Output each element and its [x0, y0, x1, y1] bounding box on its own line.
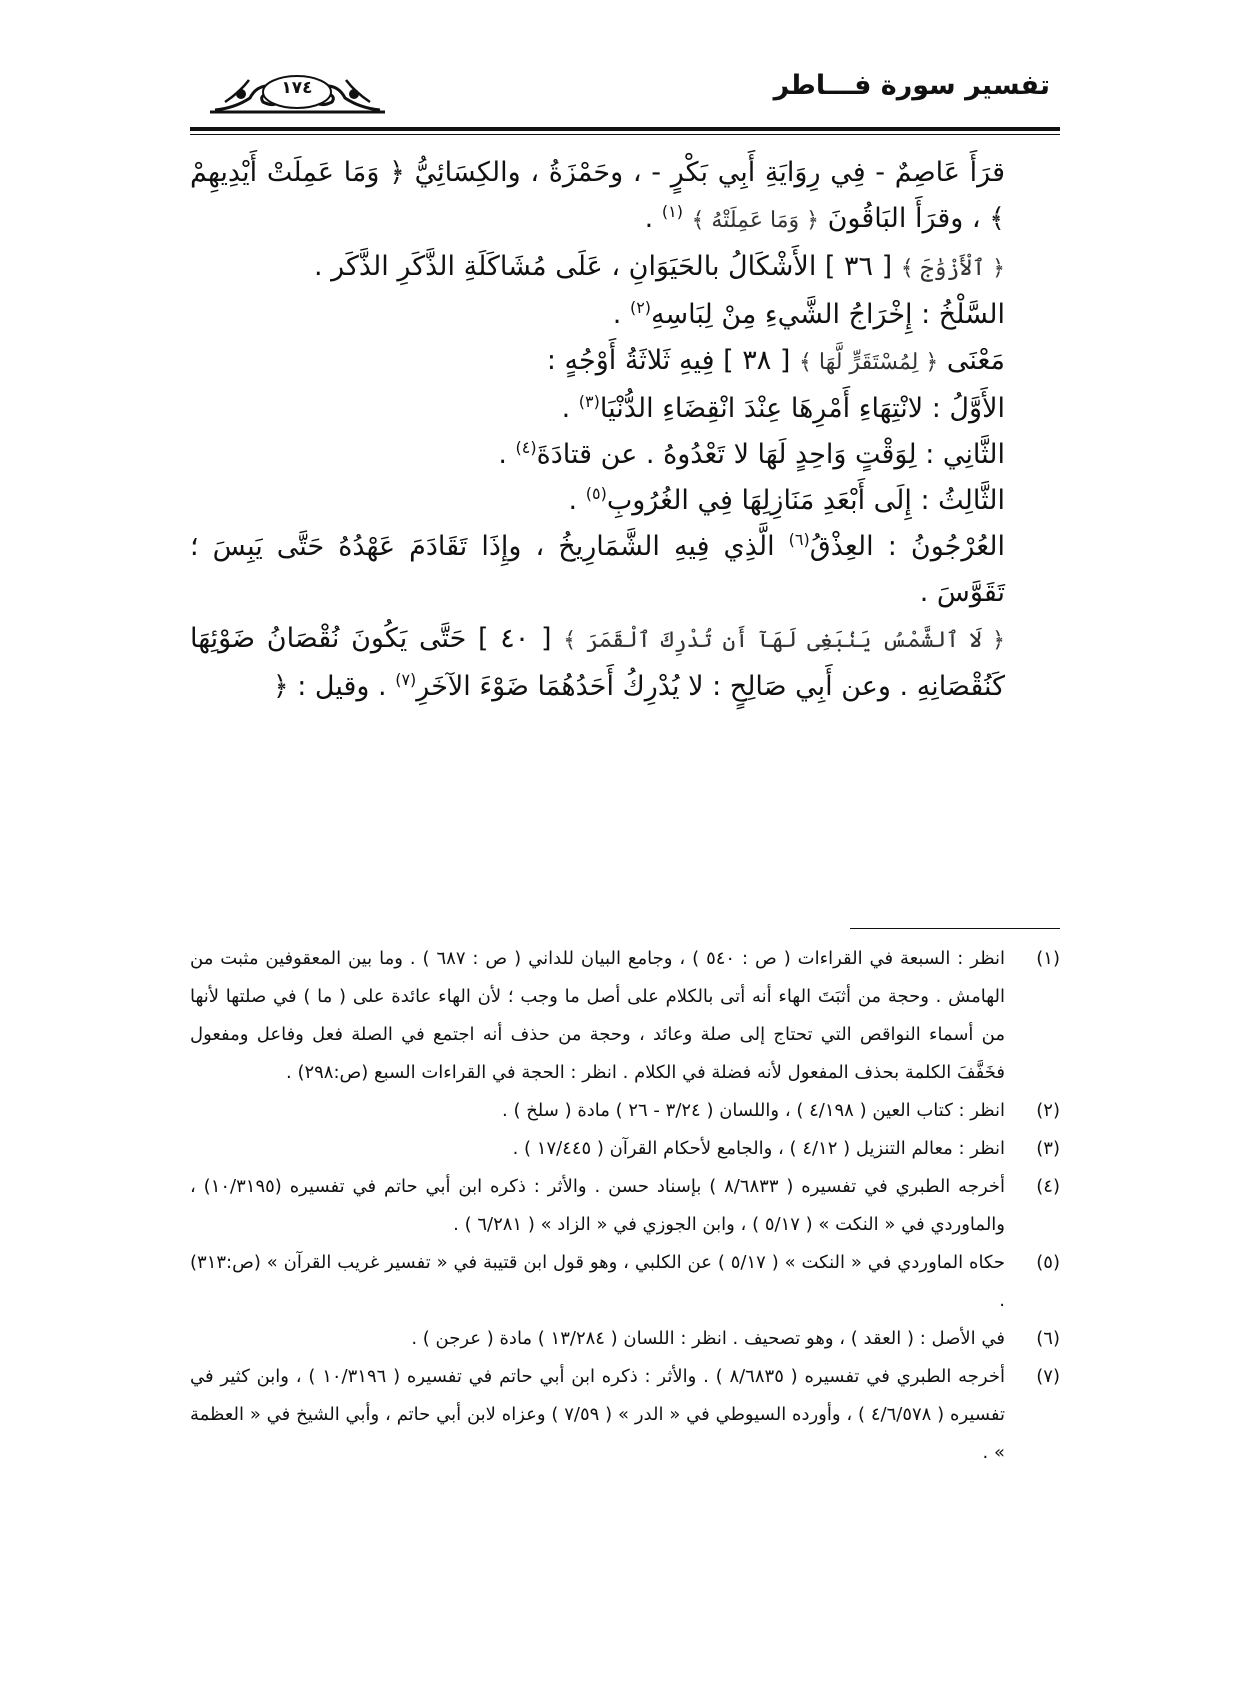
footnote-number: (٧): [1036, 1366, 1060, 1387]
running-title: تفسير سورة فـــاطر: [773, 70, 1050, 101]
footnote-ref: (٥): [585, 484, 607, 503]
footnote-number: (٥): [1036, 1252, 1060, 1273]
footnote-ref: (٦): [788, 530, 810, 549]
footnote: (١) انظر : السبعة في القراءات ( ص : ٥٤٠ ) ، وجامع البيان للداني ( ص : ٦٨٧ ) . وما بين المعقوفين مثبت من الهامش . وحجة من أثبَتَ الهاء أنه أتى بالكلام على أصل ما وجب ؛ لأن الهاء عائدة على ( ما ) في صلتها لأنها من أسماء النواقص التي تحتاج إلى صلة وعائد ، وحجة من حذف أنه اجتمع في الصلة فعل وفاعل ومفعول فخَفَّفَ الكلمة بحذف المفعول لأنه فضلة في الكلام . انظر : الحجة في القراءات السبع (ص:٢٩٨) .: [190, 940, 1060, 1092]
footnote: (٢) انظر : كتاب العين ( ٤/١٩٨ ) ، واللسان ( ٣/٢٤ - ٢٦ ) مادة ( سلخ ) .: [190, 1092, 1060, 1130]
quran-quote: ﴿ وَمَا عَمِلَتْهُ ﴾: [691, 208, 819, 233]
footnote-number: (١): [1036, 948, 1060, 969]
quran-quote: ﴿ لَا ٱلشَّمْسُ يَنۢبَغِى لَهَآ أَن تُدْرِكَ ٱلْقَمَرَ ﴾: [563, 628, 1005, 653]
paragraph-9: ﴿ لَا ٱلشَّمْسُ يَنۢبَغِى لَهَآ أَن تُدْرِكَ ٱلْقَمَرَ ﴾ [ ٤٠ ] حَتَّى يَكُونَ نُقْصَانُ ضَوْئِهَا كَنُقْصَانِهِ . وعن أَبِي صَالِحٍ : لا يُدْرِكُ أَحَدُهُمَا ضَوْءَ الآخَرِ$^{(٧)}$ . وقيل : ﴿: [190, 623, 1005, 702]
footnote: (٣) انظر : معالم التنزيل ( ٤/١٢ ) ، والجامع لأحكام القرآن ( ١٧/٤٤٥ ) .: [190, 1130, 1060, 1168]
footnote: (٤) أخرجه الطبري في تفسيره ( ٨/٦٨٣٣ ) بإسناد حسن . والأثر : ذكره ابن أبي حاتم في تفسيره (١٠/٣١٩٥) ، والماوردي في « النكت » ( ٥/١٧ ) ، وابن الجوزي في « الزاد » ( ٦/٢٨١ ) .: [190, 1168, 1060, 1244]
paragraph-5: الأَوَّلُ : لانْتِهَاءِ أَمْرِهَا عِنْدَ انْقِضَاءِ الدُّنْيَا$^{(٣)}$ .: [561, 392, 1005, 424]
footnote-ref: (٧): [395, 670, 417, 689]
footnote-separator: [850, 928, 1060, 929]
page-number: ١٧٤: [281, 78, 313, 98]
footnote-number: (٢): [1036, 1100, 1060, 1121]
header-rule-thin: [190, 134, 1060, 135]
footnote-ref: (١): [661, 202, 683, 221]
footnote-number: (٦): [1036, 1328, 1060, 1349]
main-text: [190, 150, 1060, 710]
quran-quote: ﴿ ٱلْأَزْوَٰجَ ﴾: [900, 256, 1005, 281]
footnotes: [190, 940, 1060, 1472]
footnote-ref: (٤): [515, 438, 537, 457]
paragraph-1: قرَأَ عَاصِمٌ - فِي رِوَايَةِ أَبِي بَكْرٍ - ، وحَمْزَةُ ، والكِسَائِيُّ ﴿ وَمَا عَمِلَتْ أَيْدِيهِمْ ﴾ ، وقرَأَ البَاقُونَ ﴿ وَمَا عَمِلَتْهُ ﴾ $^{(١)}$ .: [190, 157, 1005, 234]
footnote: (٦) في الأصل : ( العقد ) ، وهو تصحيف . انظر : اللسان ( ١٣/٢٨٤ ) مادة ( عرجن ) .: [190, 1320, 1060, 1358]
footnote-number: (٣): [1036, 1138, 1060, 1159]
paragraph-3: السَّلْخُ : إِخْرَاجُ الشَّيءِ مِنْ لِبَاسِهِ$^{(٢)}$ .: [612, 298, 1005, 330]
paragraph-2: ﴿ ٱلْأَزْوَٰجَ ﴾ [ ٣٦ ] الأَشْكَالُ بالحَيَوَانِ ، عَلَى مُشَاكَلَةِ الذَّكَرِ الذَّكَر .: [313, 251, 1005, 282]
paragraph-6: الثَّانِي : لِوَقْتٍ وَاحِدٍ لَهَا لا تَعْدُوهُ . عن قتادَةَ$^{(٤)}$ .: [498, 438, 1005, 470]
footnote: (٥) حكاه الماوردي في « النكت » ( ٥/١٧ ) عن الكلبي ، وهو قول ابن قتيبة في « تفسير غريب القرآن » (ص:٣١٣) .: [190, 1244, 1060, 1320]
paragraph-7: الثَّالِثُ : إِلَى أَبْعَدِ مَنَازِلِهَا فِي الغُرُوبِ$^{(٥)}$ .: [568, 484, 1005, 516]
paragraph-8: العُرْجُونُ : العِذْقُ$^{(٦)}$ الَّذِي فِيهِ الشَّمَارِيخُ ، وإِذَا تَقَادَمَ عَهْدُهُ حَتَّى يَبِسَ ؛ تَقَوَّسَ .: [190, 530, 1005, 608]
footnote: (٧) أخرجه الطبري في تفسيره ( ٨/٦٨٣٥ ) . والأثر : ذكره ابن أبي حاتم في تفسيره ( ١٠/٣١٩٦ ) ، وابن كثير في تفسيره ( ٤/٦/٥٧٨ ) ، وأورده السيوطي في « الدر » ( ٧/٥٩ ) وعزاه لابن أبي حاتم ، وأبي الشيخ في « العظمة » .: [190, 1358, 1060, 1472]
footnote-number: (٤): [1036, 1176, 1060, 1197]
footnote-ref: (٣): [578, 392, 600, 411]
paragraph-4: مَعْنَى ﴿ لِمُسْتَقَرٍّ لَّهَا ﴾ [ ٣٨ ] فِيهِ ثَلاثَةُ أَوْجُهٍ :: [546, 345, 1005, 376]
quran-quote: ﴿ لِمُسْتَقَرٍّ لَّهَا ﴾: [799, 350, 939, 375]
header-rule-thick: [190, 127, 1060, 131]
footnote-ref: (٢): [629, 298, 652, 317]
